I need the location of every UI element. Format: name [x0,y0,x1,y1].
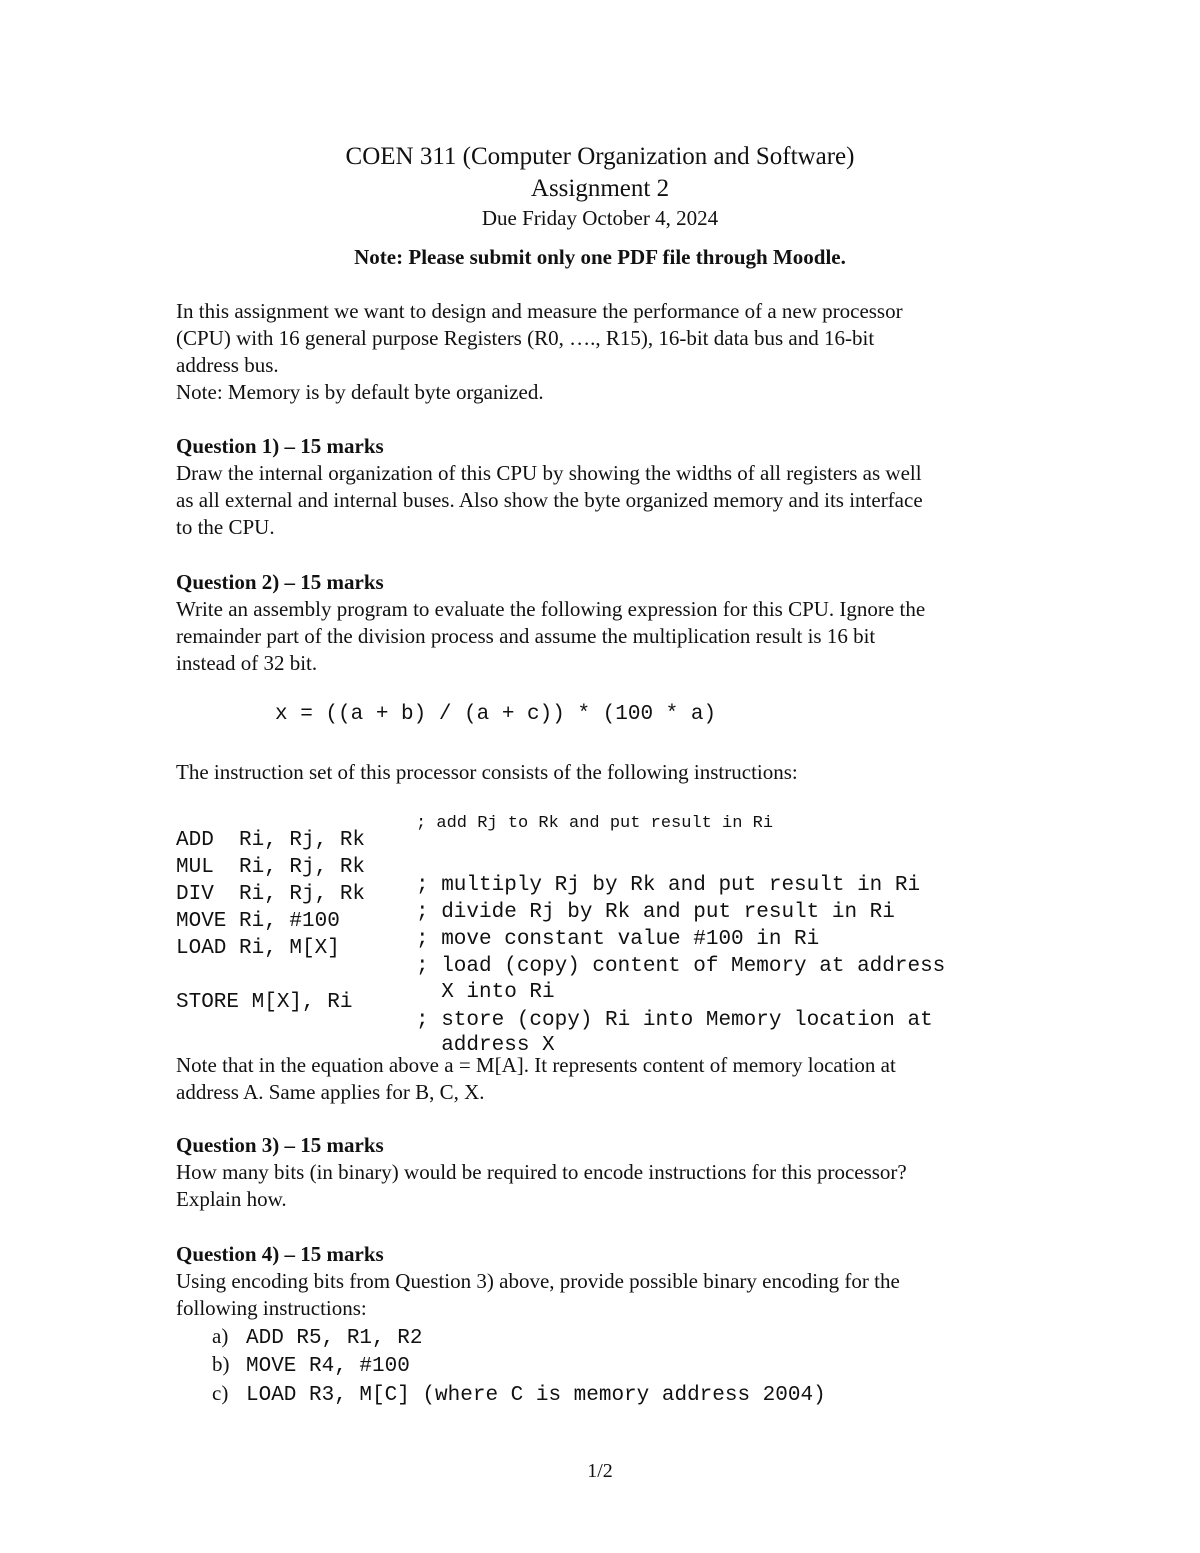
instruction-comment: ; store (copy) Ri into Memory location at [416,1009,933,1032]
question-4-line: following instructions: [176,1296,367,1320]
list-item-text: LOAD R3, M[C] (where C is memory address 2004) [246,1384,826,1407]
equation-note [176,1052,1036,1106]
instruction-row [176,811,774,852]
intro-line: address bus. [176,353,279,377]
question-3 [176,1132,1036,1213]
question-2-line: remainder part of the division process and assume the multiplication result is 16 bit [176,624,876,648]
intro-line: In this assignment we want to design and measure the performance of a new processor [176,299,903,323]
question-2-line: instead of 32 bit. [176,651,318,675]
question-2-heading: Question 2) – 15 marks [176,570,384,594]
instruction-comment: ; load (copy) content of Memory at address [416,955,946,978]
assignment-subtitle: Assignment 2 [530,175,670,202]
question-3-line: Explain how. [176,1187,287,1211]
question-4-line: Using encoding bits from Question 3) above, provide possible binary encoding for the [176,1269,900,1293]
due-date: Due Friday October 4, 2024 [481,206,719,230]
instruction-code: LOAD Ri, M[X] [176,937,340,960]
list-item-label: b) [212,1352,230,1376]
list-item-text: ADD R5, R1, R2 [246,1327,423,1350]
equation-note-line: address A. Same applies for B, C, X. [176,1080,485,1104]
instruction-comment: ; multiply Rj by Rk and put result in Ri [416,874,921,897]
submission-note: Note: Please submit only one PDF file through Moodle. [354,245,846,269]
question-4 [176,1241,1036,1322]
document-title: COEN 311 (Computer Organization and Software) [345,143,855,170]
instruction-comment: ; move constant value #100 in Ri [416,928,820,951]
intro-line: (CPU) with 16 general purpose Registers (R0, …., R15), 16-bit data bus and 16-bit [176,326,875,350]
question-1-line: Draw the internal organization of this CPU by showing the widths of all registers as well [176,461,922,485]
expression: x = ((a + b) / (a + c)) * (100 * a) [275,703,717,726]
list-item [212,1381,826,1409]
question-1-line: to the CPU. [176,515,275,539]
intro-paragraph [176,298,1036,406]
list-item-label: c) [212,1381,229,1405]
question-3-line: How many bits (in binary) would be required to encode instructions for this processor? [176,1160,907,1184]
intro-line: Note: Memory is by default byte organized. [176,380,544,404]
question-2-line: Write an assembly program to evaluate the following expression for this CPU. Ignore the [176,597,926,621]
list-item [212,1352,410,1380]
instruction-comment: X into Ri [416,981,555,1004]
instruction-code: MUL Ri, Rj, Rk [176,856,366,879]
instruction-set-intro-text: The instruction set of this processor consists of the following instructions: [176,760,798,784]
instruction-set-intro [176,759,1036,786]
question-1 [176,433,1036,541]
list-item [212,1324,422,1352]
instruction-comment: ; add Rj to Rk and put result in Ri [416,814,774,833]
instruction-code: DIV Ri, Rj, Rk [176,883,366,906]
equation-note-line: Note that in the equation above a = M[A]. It represents content of memory location at [176,1053,896,1077]
question-2 [176,569,1036,677]
page-number: 1/2 [587,1460,613,1482]
instruction-comment: ; divide Rj by Rk and put result in Ri [416,901,895,924]
list-item-label: a) [212,1324,229,1348]
instruction-code: ADD Ri, Rj, Rk [176,829,366,852]
question-4-heading: Question 4) – 15 marks [176,1242,384,1266]
instruction-code: MOVE Ri, #100 [176,910,340,933]
question-1-line: as all external and internal buses. Also show the byte organized memory and its interface [176,488,923,512]
instruction-comment: address X [416,1034,555,1057]
question-3-heading: Question 3) – 15 marks [176,1133,384,1157]
instruction-code: STORE M[X], Ri [176,991,353,1014]
list-item-text: MOVE R4, #100 [246,1355,410,1378]
question-1-heading: Question 1) – 15 marks [176,434,384,458]
